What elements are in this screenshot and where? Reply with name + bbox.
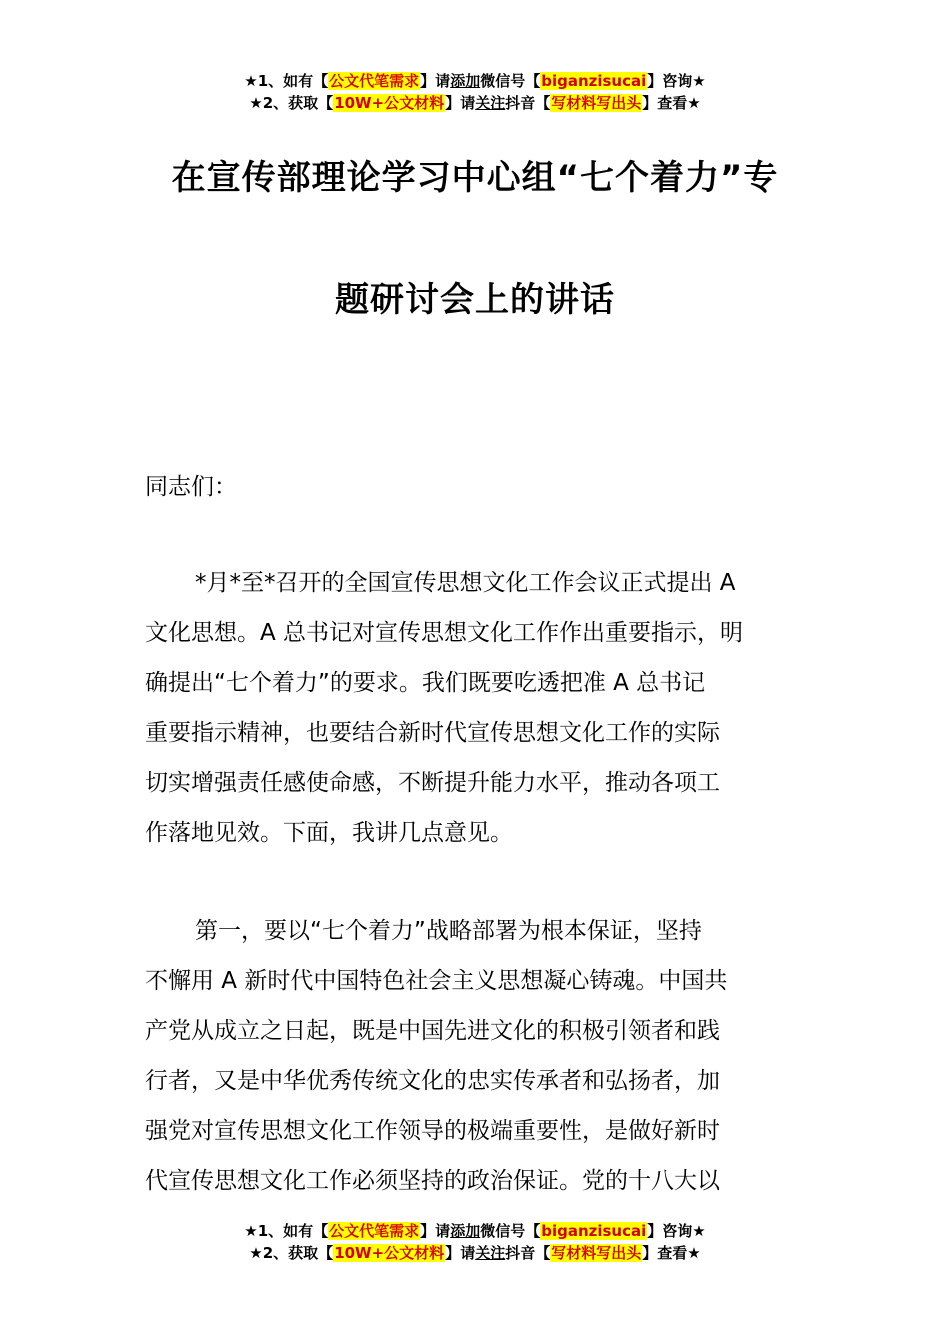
banner-text: ★1、如有【 bbox=[244, 1222, 329, 1240]
banner-underline: 关注 bbox=[475, 1244, 506, 1262]
paragraph-line: 作落地见效。下面，我讲几点意见。 bbox=[145, 820, 513, 846]
banner-text: 】请 bbox=[420, 1222, 451, 1240]
banner-highlight: 公文代笔需求 bbox=[329, 1222, 420, 1240]
banner-underline: 添加 bbox=[450, 72, 481, 90]
banner-text: 】咨询★ bbox=[647, 72, 706, 90]
banner-underline: 添加 bbox=[450, 1222, 481, 1240]
paragraph-line: 切实增强责任感使命感，不断提升能力水平，推动各项工 bbox=[145, 770, 720, 796]
banner-text: 】查看★ bbox=[642, 94, 701, 112]
banner-highlight: 写材料写出头 bbox=[551, 1244, 642, 1262]
banner-text: ★2、获取【 bbox=[249, 94, 334, 112]
salutation: 同志们： bbox=[145, 474, 237, 500]
banner-line-1 bbox=[0, 1220, 950, 1242]
paragraph-line: 不懈用 A 新时代中国特色社会主义思想凝心铸魂。中国共 bbox=[145, 968, 728, 994]
paragraph-2 bbox=[145, 906, 810, 1206]
banner-line-1 bbox=[0, 70, 950, 92]
banner-line-2 bbox=[0, 1242, 950, 1264]
banner-highlight: 10W+公文材料 bbox=[334, 1244, 445, 1262]
banner-text: 】咨询★ bbox=[647, 1222, 706, 1240]
banner-highlight: 10W+公文材料 bbox=[334, 94, 445, 112]
paragraph-line: 确提出“七个着力”的要求。我们既要吃透把准 A 总书记 bbox=[145, 670, 706, 696]
paragraph-line: 第一，要以“七个着力”战略部署为根本保证，坚持 bbox=[195, 918, 702, 944]
banner-text: 】请 bbox=[445, 94, 476, 112]
banner-highlight: biganzisucai bbox=[541, 72, 647, 90]
banner-highlight: 写材料写出头 bbox=[551, 94, 642, 112]
banner-text: ★2、获取【 bbox=[249, 1244, 334, 1262]
paragraph-1 bbox=[145, 558, 810, 858]
banner-text: 抖音【 bbox=[505, 1244, 551, 1262]
banner-text: 】请 bbox=[420, 72, 451, 90]
banner-text: 微信号【 bbox=[480, 72, 541, 90]
banner-line-2 bbox=[0, 92, 950, 114]
banner-text: 抖音【 bbox=[505, 94, 551, 112]
document-title-line-1: 在宣传部理论学习中心组“七个着力”专 bbox=[171, 158, 779, 198]
paragraph-line: 行者，又是中华优秀传统文化的忠实传承者和弘扬者，加 bbox=[145, 1068, 720, 1094]
banner-underline: 关注 bbox=[475, 94, 506, 112]
banner-text: 】请 bbox=[445, 1244, 476, 1262]
footer-banner bbox=[0, 1220, 950, 1264]
paragraph-line: 文化思想。A 总书记对宣传思想文化工作作出重要指示，明 bbox=[145, 620, 744, 646]
paragraph-line: 强党对宣传思想文化工作领导的极端重要性，是做好新时 bbox=[145, 1118, 720, 1144]
banner-text: ★1、如有【 bbox=[244, 72, 329, 90]
document-title-line-2: 题研讨会上的讲话 bbox=[335, 280, 615, 320]
paragraph-line: 重要指示精神，也要结合新时代宣传思想文化工作的实际 bbox=[145, 720, 720, 746]
banner-text: 】查看★ bbox=[642, 1244, 701, 1262]
header-banner bbox=[0, 70, 950, 114]
paragraph-line: *月*至*召开的全国宣传思想文化工作会议正式提出 A bbox=[195, 570, 736, 596]
paragraph-line: 产党从成立之日起，既是中国先进文化的积极引领者和践 bbox=[145, 1018, 720, 1044]
banner-text: 微信号【 bbox=[480, 1222, 541, 1240]
banner-highlight: biganzisucai bbox=[541, 1222, 647, 1240]
banner-highlight: 公文代笔需求 bbox=[329, 72, 420, 90]
paragraph-line: 代宣传思想文化工作必须坚持的政治保证。党的十八大以 bbox=[145, 1168, 720, 1194]
